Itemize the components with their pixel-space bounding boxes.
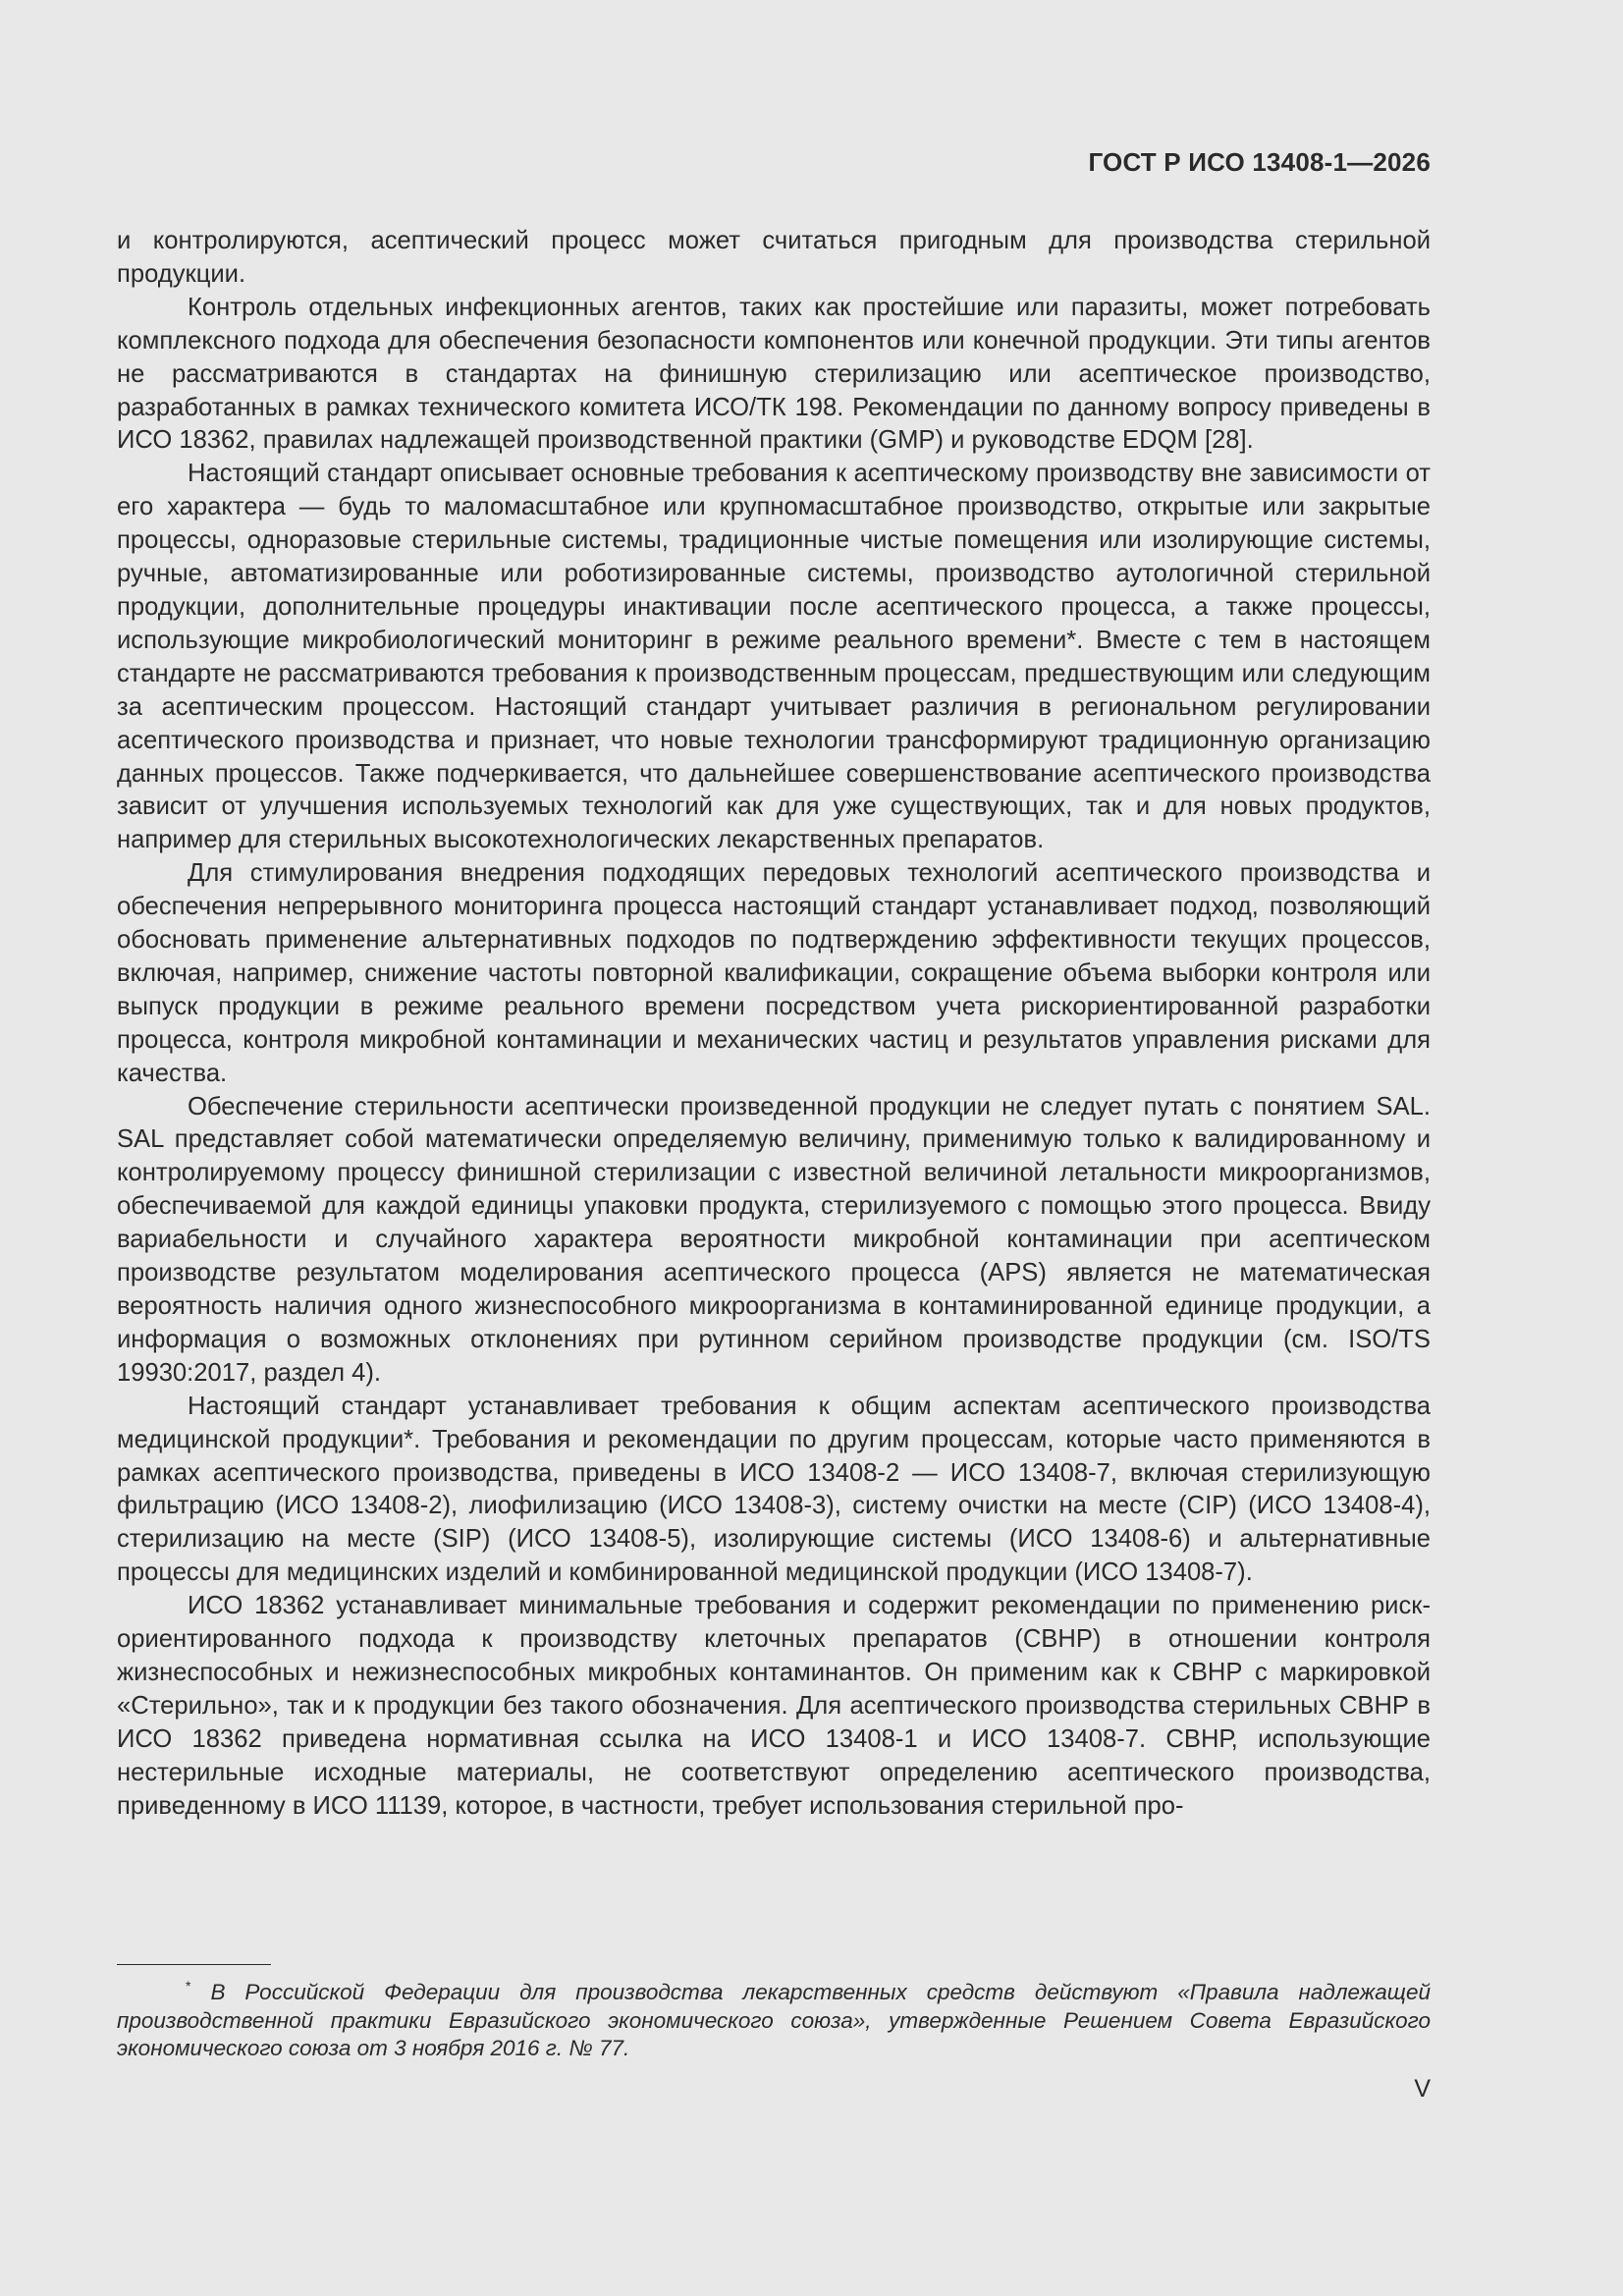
standard-header: ГОСТ Р ИСО 13408-1—2026 (1088, 147, 1431, 177)
footnote-divider (117, 1964, 271, 1965)
paragraph-infectious-agents: Контроль отдельных инфекционных агентов, таких как простейшие или паразиты, может потребовать комплексного подхода для обеспечения безопасности компонентов или конечной продукции. Эти типы агентов не рассматриваются в стандартах на финишную стерилизацию или асептическое производство, разработанных в рамках технического комитета ИСО/ТК 198. Рекомендации по данному вопросу приведены в ИСО 18362, правилах надлежащей производственной практики (GMP) и руководстве EDQM [28]. (117, 293, 1431, 455)
page-number: V (1414, 2075, 1431, 2103)
paragraph-scope: Настоящий стандарт описывает основные требования к асептическому производству вне зависимости от его характера — будь то маломасштабное или крупномасштабное производство, открытые или закрытые процессы, одноразовые стерильные системы, традиционные чистые помещения или изолирующие системы, ручные, автоматизированные или роботизированные системы, производство аутологичной стерильной продукции, дополнительные процедуры инактивации после асептического процесса, а также процессы, использующие микробиологический мониторинг в режиме реального времени*. Вместе с тем в настоящем стандарте не рассматриваются требования к производственным процессам, предшествующим или следующим за асептическим процессом. Настоящий стандарт учитывает различия в региональном регулировании асептического производства и признает, что новые технологии трансформируют традиционную организацию данных процессов. Также подчеркивается, что дальнейшее совершенствование асептического производства зависит от улучшения используемых технологий как для уже существующих, так и для новых продуктов, например для стерильных высокотехнологических лекарственных препаратов. (117, 460, 1431, 854)
paragraph-sterility-assurance: Обеспечение стерильности асептически произведенной продукции не следует путать с понятием SAL. SAL представляет собой математически определяемую величину, применимую только к валидированному и контролируемому процессу финишной стерилизации с известной величиной летальности микроорганизмов, обеспечиваемой для каждой единицы упаковки продукта, стерилизуемого с помощью этого процесса. Ввиду вариабельности и случайного характера вероятности микробной контаминации при асептическом производстве результатом моделирования асептического процесса (APS) является не математическая вероятность наличия одного жизнеспособного микроорганизма в контаминированной единице продукции, а информация о возможных отклонениях при рутинном серийном производстве продукции (см. ISO/TS 19930:2017, раздел 4). (117, 1092, 1431, 1387)
footnote-marker: * (186, 1978, 191, 1994)
paragraph-iso-18362: ИСО 18362 устанавливает минимальные требования и содержит рекомендации по применению риск-ориентированного подхода к производству клеточных препаратов (СВНР) в отношении контроля жизнеспособных и нежизнеспособных микробных контаминантов. Он применим как к СВНР с маркировкой «Стерильно», так и к продукции без такого обозначения. Для асептического производства стерильных СВНР в ИСО 18362 приведена нормативная ссылка на ИСО 13408-1 и ИСО 13408-7. СВНР, использующие нестерильные исходные материалы, не соответствуют определению асептического производства, приведенному в ИСО 11139, которое, в частности, требует использования стерильной про- (117, 1592, 1431, 1820)
footnote-text: В Российской Федерации для производства лекарственных средств действуют «Правила надлежащей производственной практики Евразийского экономического союза», утвержденные Решением Совета Евразийского экономического союза от 3 ноября 2016 г. № 77. (117, 1980, 1431, 2060)
paragraph-continuation: и контролируются, асептический процесс может считаться пригодным для производства стерильной продукции. (117, 227, 1431, 288)
footnote (117, 1972, 1431, 2063)
paragraph-advanced-technologies: Для стимулирования внедрения подходящих передовых технологий асептического производства и обеспечения непрерывного мониторинга процесса настоящий стандарт устанавливает подход, позволяющий обосновать применение альтернативных подходов по подтверждению эффективности текущих процессов, включая, например, снижение частоты повторной квалификации, сокращение объема выборки контроля или выпуск продукции в режиме реального времени посредством учета рискориентированной разработки процесса, контроля микробной контаминации и механических частиц и результатов управления рисками для качества. (117, 859, 1431, 1087)
paragraph-requirements: Настоящий стандарт устанавливает требования к общим аспектам асептического производства медицинской продукции*. Требования и рекомендации по другим процессам, которые часто применяются в рамках асептического производства, приведены в ИСО 13408-2 — ИСО 13408-7, включая стерилизующую фильтрацию (ИСО 13408-2), лиофилизацию (ИСО 13408-3), систему очистки на месте (CIP) (ИСО 13408-4), стерилизацию на месте (SIP) (ИСО 13408-5), изолирующие системы (ИСО 13408-6) и альтернативные процессы для медицинских изделий и комбинированной медицинской продукции (ИСО 13408-7). (117, 1392, 1431, 1587)
document-body (117, 225, 1431, 1824)
